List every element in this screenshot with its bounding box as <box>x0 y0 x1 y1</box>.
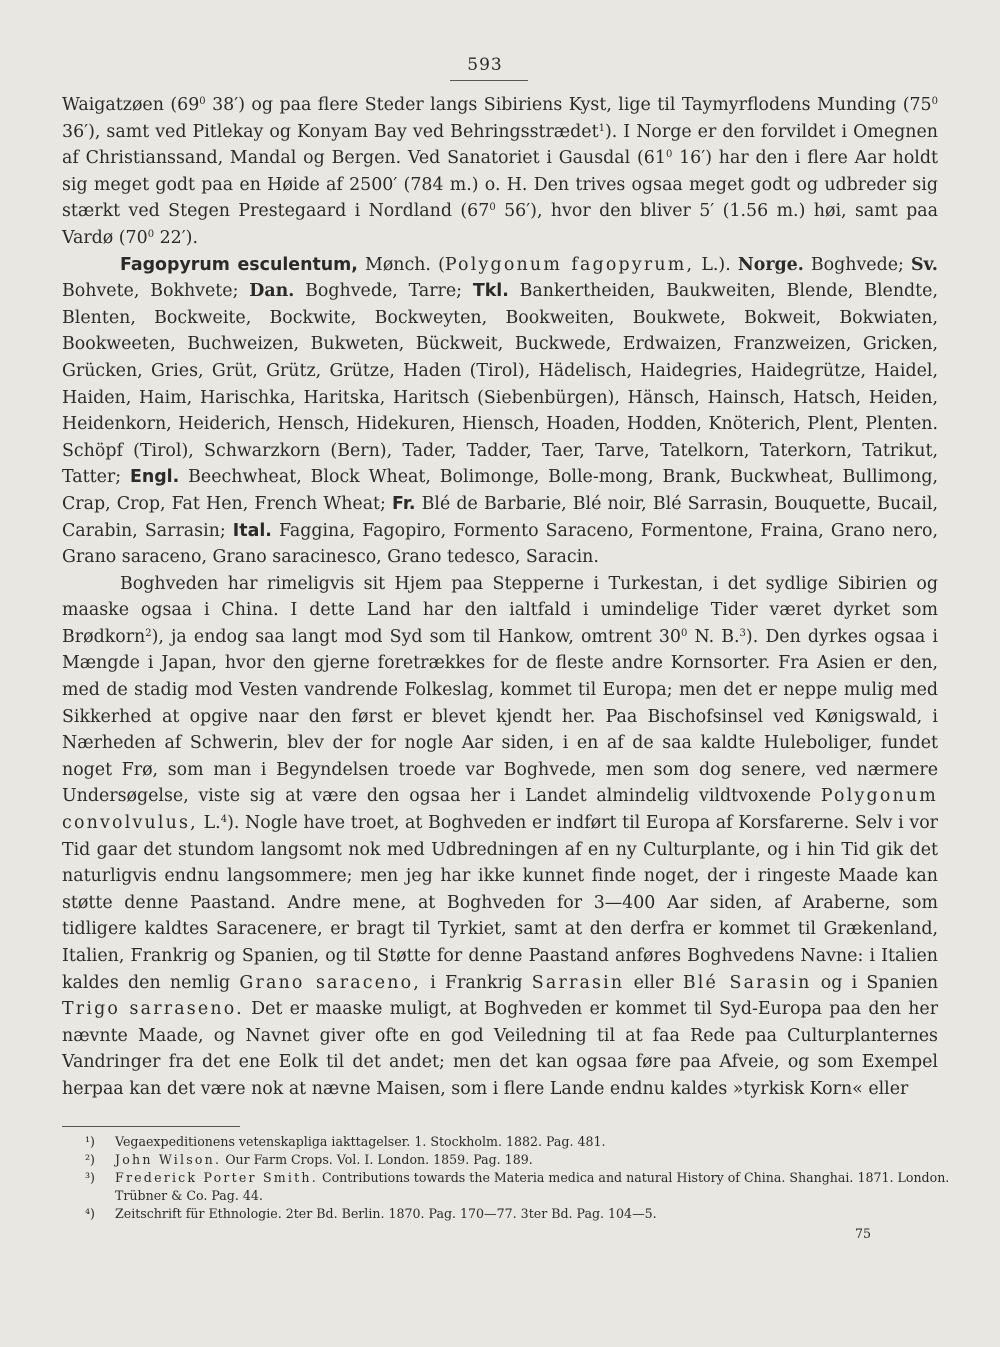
sheet-signature-number: 75 <box>855 1226 872 1241</box>
text-run: og i Spanien <box>811 972 939 993</box>
footnote-author: Frederick Porter Smith. <box>115 1170 318 1185</box>
language-label: Norge. <box>737 254 804 275</box>
paragraph-origin <box>62 571 938 1103</box>
footnote-text: Our Farm Crops. Vol. I. London. 1859. Pag. 189. <box>221 1152 533 1167</box>
spaced-text: Polygonum fagopyrum, <box>444 254 695 275</box>
footnote-4 <box>85 1205 955 1223</box>
text-run: ), ja endog saa langt mod Syd som til Hankow, omtrent 30 <box>151 626 681 647</box>
text-run: Bohvete, Bokhvete; <box>62 281 250 302</box>
text-run: Waigatzøen (69 <box>62 95 200 115</box>
page-number-rule <box>450 80 528 81</box>
text-run: Boghvede, Tarre; <box>294 281 473 302</box>
text-run: 16′) har den i flere Aar holdt sig meget godt paa en Høide af 2500′ (784 m.) o. H. Den trives ogsaa meget godt og udbreder sig stærkt ved Stegen Prestegaard i Nordland (67 <box>62 148 938 222</box>
footnote-1 <box>85 1133 955 1151</box>
language-label: Sv. <box>911 254 938 275</box>
text-run: ). I Norge er den forvildet i Omegnen af Christianssand, Mandal og Bergen. Ved Sanatoriet i Gausdal (61 <box>62 121 938 169</box>
text-run: 56′), hvor den bliver 5′ (1.56 m.) høi, samt paa Vardø (70 <box>62 201 938 248</box>
footnote-author: John Wilson. <box>115 1152 222 1167</box>
text-run: Boghveden har rimeligvis sit Hjem paa Stepperne i Turkestan, i det sydlige Sibirien og maaske ogsaa i China. I dette Land har den ialtfald i umindelige Tider været dyrket som Brødkorn <box>62 573 938 647</box>
spaced-text: Grano saraceno, <box>239 972 422 993</box>
text-run: Boghvede; <box>803 254 911 275</box>
language-label: Dan. <box>249 281 295 302</box>
text-run: Bankertheiden, Baukweiten, Blende, Blendte, Blenten, Bockweite, Bockwite, Bockweyten, Bookweiten, Boukwete, Bokweit, Bokwiaten, Bookweeten, Buchweizen, Bukweten, Bückweit, Buckwede, Erdwaizen, Franzweizen, Gricken, Grücken, Gries, Grüt, Grütz, Grütze, Haden (Tirol), Hädelisch, Haidegries, Haidegrütze, Haidel, Haiden, Haim, Harischka, Haritska, Haritsch (Siebenbürgen), Hänsch, Hainsch, Hatsch, Heiden, Heidenkorn, Heiderich, Hensch, Hidekuren, Hiensch, Hoaden, Hodden, Knöterich, Plent, Plenten. Schöpf (Tirol), Schwarzkorn (Bern), Tader, Tadder, Taer, Tarve, Tatelkorn, Taterkorn, Tatrikut, Tatter; <box>62 281 938 488</box>
footnote-2 <box>85 1151 955 1169</box>
footnote-text: Vegaexpeditionens vetenskapliga iakttagelser. 1. Stockholm. 1882. Pag. 481. <box>115 1134 606 1149</box>
footnote-mark: ²) <box>85 1152 95 1167</box>
text-run: 38′) og paa flere Steder langs Sibiriens Kyst, lige til Taymyrflodens Munding (75 <box>205 95 932 115</box>
degree-sup: 0 <box>931 96 938 107</box>
language-label: Ital. <box>232 520 272 541</box>
footnote-mark: ³) <box>85 1170 95 1185</box>
main-text <box>62 92 938 1103</box>
text-run: Mønch. ( <box>357 254 445 275</box>
spaced-text: Trigo sarraseno. <box>62 999 244 1020</box>
paragraph-distribution <box>62 92 938 252</box>
footnotes <box>85 1133 955 1223</box>
spaced-text: Polygonum convolvulus, <box>62 786 938 834</box>
paragraph-species-names <box>62 252 938 571</box>
page-number: 593 <box>467 55 503 75</box>
language-label: Fr. <box>392 493 416 514</box>
footnote-text: Zeitschrift für Ethnologie. 2ter Bd. Berlin. 1870. Pag. 170—77. 3ter Bd. Pag. 104—5. <box>115 1206 657 1221</box>
text-run: L. <box>197 813 221 834</box>
footnote-ref: 2 <box>145 627 152 639</box>
spaced-text: Blé Sarasin <box>682 972 812 993</box>
footnote-mark: ¹) <box>85 1134 95 1149</box>
degree-sup: 0 <box>681 627 688 639</box>
text-run: L.). <box>694 254 738 275</box>
text-run: Beechwheat, Block Wheat, Bolimonge, Bolle-mong, Brank, Buckwheat, Bullimong, Crap, Crop, Fat Hen, French Wheat; <box>62 467 938 514</box>
text-run: i Frankrig <box>421 972 532 993</box>
language-label: Engl. <box>129 467 180 488</box>
footnote-ref: 4 <box>220 814 228 826</box>
footnote-ref: 3 <box>739 627 746 639</box>
text-run: Faggina, Fagopiro, Formento Saraceno, Formentone, Fraina, Grano nero, Grano saraceno, Grano saracinesco, Grano tedesco, Saracin. <box>62 520 938 568</box>
footnote-ref: 1 <box>598 122 605 134</box>
footnote-mark: ⁴) <box>85 1206 95 1221</box>
text-run: 22′). <box>154 227 198 248</box>
species-heading: Fagopyrum esculentum, <box>120 254 358 275</box>
footnote-rule <box>62 1126 240 1127</box>
degree-sup: 0 <box>147 228 155 240</box>
text-run: Blé de Barbarie, Blé noir, Blé Sarrasin, Bouquette, Bucail, Carabin, Sarrasin; <box>62 493 938 541</box>
spaced-text: Sarrasin <box>531 972 625 993</box>
text-run: Det er maaske muligt, at Boghveden er kommet til Syd-Europa paa den her nævnte Maade, og Navnet giver ofte en god Veiledning til at faa Rede paa Culturplanternes Vandringer fra det ene Eolk til det andet; men det kan ogsaa føre paa Afveie, og som Exempel herpaa kan det være nok at nævne Maisen, som i flere Lande endnu kaldes »tyrkisk Korn« eller <box>62 999 939 1099</box>
degree-sup: 0 <box>489 202 496 214</box>
text-run: ). Den dyrkes ogsaa i Mængde i Japan, hvor den gjerne foretrækkes for de fleste andre Kornsorter. Fra Asien er den, med de stadig mod Vesten vandrende Folkeslag, kommet til Europa; men det er neppe mulig med Sikkerhed at opgive naar den først er blevet kjendt her. Paa Bischofsinsel ved Kønigswald, i Nærheden af Schwerin, blev der for nogle Aar siden, i en af de saa kaldte Huleboliger, fundet noget Frø, som man i Begyndelsen troede var Boghvede, men som dog senere, ved nærmere Undersøgelse, viste sig at være den ogsaa her i Landet almindelig vildtvoxende <box>62 626 938 807</box>
degree-sup: 0 <box>199 96 206 107</box>
footnote-3 <box>85 1169 955 1205</box>
text-run: eller <box>624 972 683 993</box>
text-run: 36′), samt ved Pitlekay og Konyam Bay ved Behringsstrædet <box>62 121 599 142</box>
language-label: Tkl. <box>472 281 509 302</box>
text-run: N. B. <box>687 626 740 647</box>
text-run: ). Nogle have troet, at Boghveden er indført til Europa af Korsfarerne. Selv i vor Tid gaar det stundom langsomt nok med Udbredningen af en ny Culturplante, og i hin Tid gik det naturligvis endnu langsommere; men jeg har ikke kunnet finde noget, der i ringeste Maade kan støtte denne Paastand. Andre mene, at Boghveden for 3—400 Aar siden, af Araberne, som tidligere kaldtes Saracenere, er bragt til Tyrkiet, samt at den derfra er kommet til Grækenland, Italien, Frankrig og Spanien, og til Støtte for denne Paastand anføres Boghvedens Navne: i Italien kaldes den nemlig <box>62 813 938 993</box>
footnote-text: Contributions towards the Materia medica and natural History of China. Shanghai. 1871. London. Trübner & Co. Pag. 44. <box>115 1170 950 1203</box>
degree-sup: 0 <box>665 149 673 161</box>
